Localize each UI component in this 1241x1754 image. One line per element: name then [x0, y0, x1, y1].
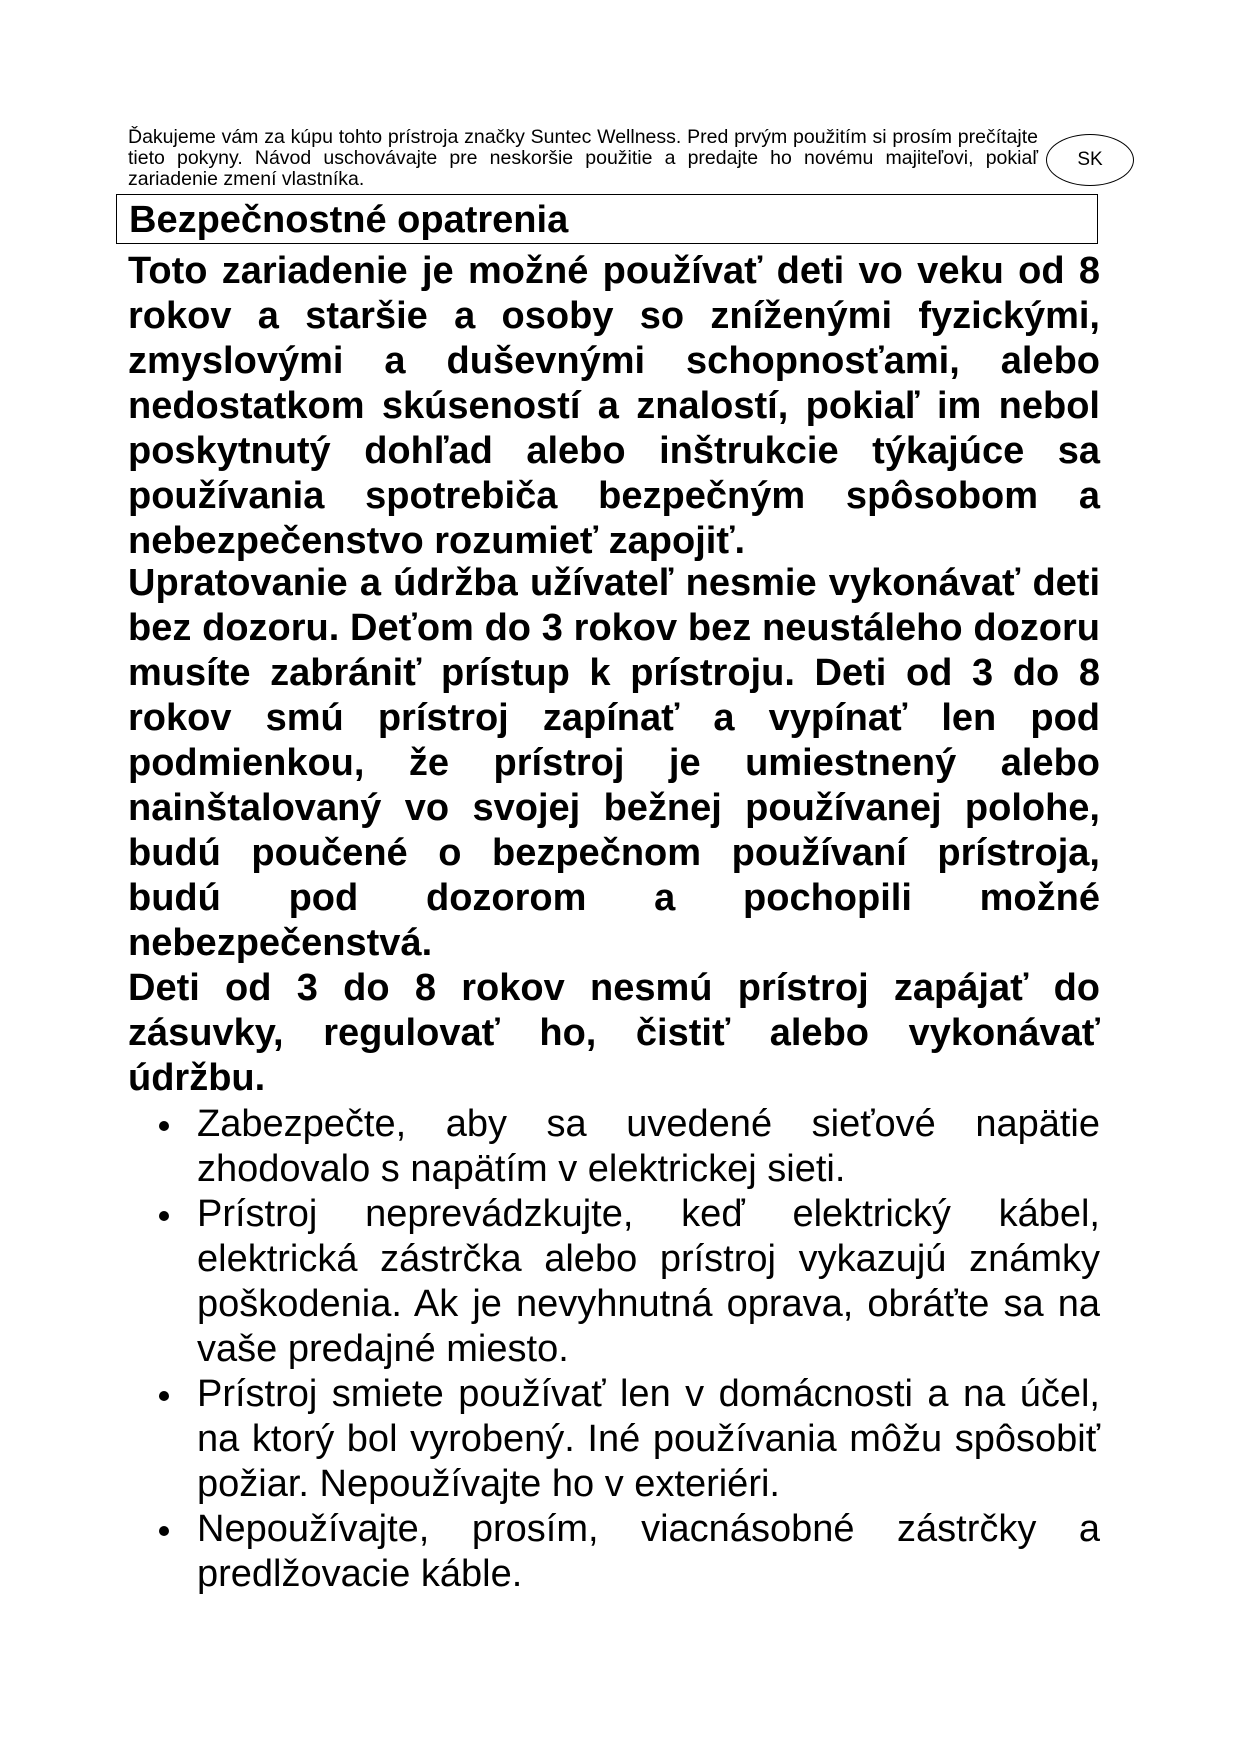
language-badge-label: SK [1077, 149, 1103, 170]
language-badge [1046, 134, 1134, 186]
bullet-dot-icon [159, 1211, 169, 1221]
safety-paragraph-1: Toto zariadenie je možné používať deti vo veku od 8 rokov a staršie a osoby so zníženými fyzickými, zmyslovými a duševnými schopnosťami, alebo nedostatkom skúseností a znalostí, pokiaľ im nebol poskytnutý dohľad alebo inštrukcie týkajúce sa používania spotrebiča bezpečným spôsobom a nebezpečenstvo rozumieť zapojiť. [128, 250, 1100, 562]
bullet-item [152, 1372, 1100, 1507]
safety-paragraph-2: Upratovanie a údržba užívateľ nesmie vykonávať deti bez dozoru. Deťom do 3 rokov bez neustáleho dozoru musíte zabrániť prístup k prístroju. Deti od 3 do 8 rokov smú prístroj zapínať a vypínať len pod podmienkou, že prístroj je umiestnený alebo nainštalovaný vo svojej bežnej používanej polohe, budú poučené o bezpečnom používaní prístroja, budú pod dozorom a pochopili možné nebezpečenstvá. [128, 562, 1100, 964]
safety-bullet-list [152, 1102, 1100, 1597]
intro-text: Ďakujeme vám za kúpu tohto prístroja značky Suntec Wellness. Pred prvým použitím si prosím prečítajte tieto pokyny. Návod uschovávajte pre neskoršie použitie a predajte ho novému majiteľovi, pokiaľ zariadenie zmení vlastníka. [128, 126, 1038, 190]
bullet-text: Zabezpečte, aby sa uvedené sieťové napätie zhodovalo s napätím v elektrickej sieti. [197, 1103, 1100, 1190]
bullet-text: Prístroj smiete používať len v domácnosti a na účel, na ktorý bol vyrobený. Iné používania môžu spôsobiť požiar. Nepoužívajte ho v exteriéri. [197, 1373, 1100, 1505]
bullet-item [152, 1192, 1100, 1372]
bullet-dot-icon [159, 1391, 169, 1401]
section-title-box [116, 194, 1098, 244]
section-title: Bezpečnostné opatrenia [129, 199, 569, 241]
bullet-item [152, 1102, 1100, 1192]
bullet-text: Prístroj neprevádzkujte, keď elektrický kábel, elektrická zástrčka alebo prístroj vykazujú známky poškodenia. Ak je nevyhnutná oprava, obráťte sa na vaše predajné miesto. [197, 1193, 1100, 1370]
bullet-dot-icon [159, 1121, 169, 1131]
bullet-item [152, 1507, 1100, 1597]
bullet-dot-icon [159, 1526, 169, 1536]
safety-paragraph-3: Deti od 3 do 8 rokov nesmú prístroj zapájať do zásuvky, regulovať ho, čistiť alebo vykonávať údržbu. [128, 967, 1100, 1099]
bullet-text: Nepoužívajte, prosím, viacnásobné zástrčky a predlžovacie káble. [197, 1508, 1100, 1595]
